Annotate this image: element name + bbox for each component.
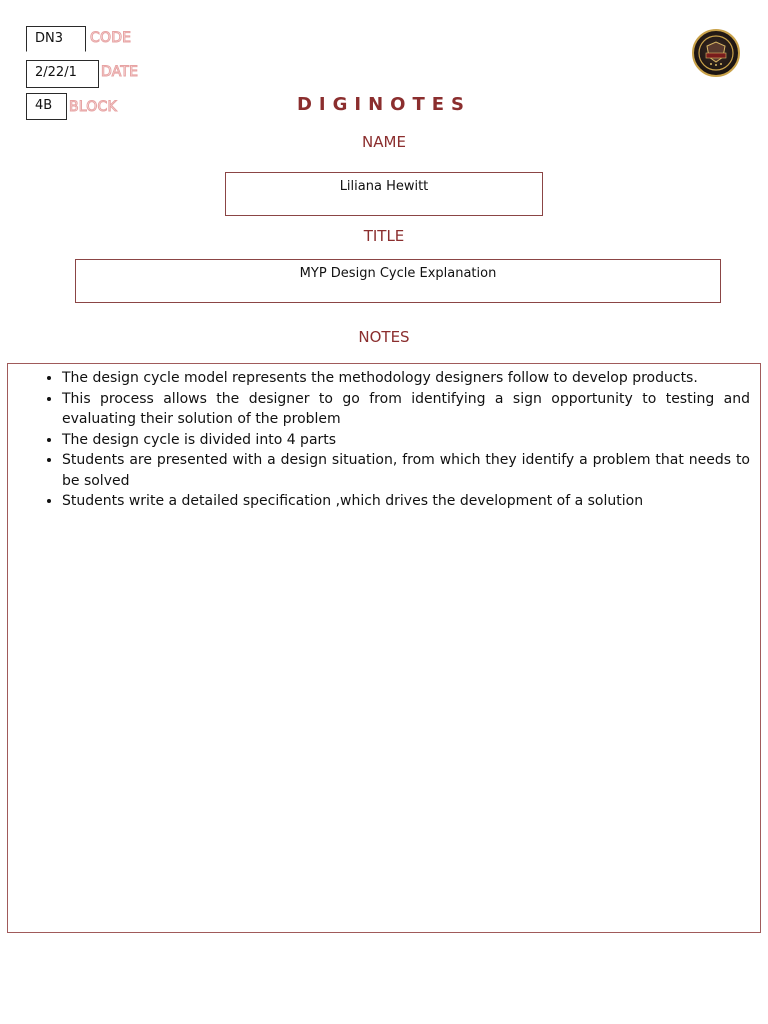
block-label: BLOCK [69, 99, 117, 115]
notes-list [18, 368, 750, 512]
school-crest-logo-icon [692, 29, 740, 77]
date-value: 2/22/1 [35, 65, 77, 80]
notes-item: • The design cycle is divided into 4 parts [62, 430, 750, 451]
school-crest-logo-icon-svg [694, 31, 738, 75]
notes-item: • Students write a detailed specification ,which drives the development of a solution [62, 491, 750, 512]
code-field[interactable] [26, 26, 86, 52]
title-field[interactable] [75, 259, 721, 303]
notes-item: • Students are presented with a design situation, from which they identify a problem that needs to be solved [62, 450, 750, 491]
date-label: DATE [101, 64, 139, 80]
notes-heading: NOTES [358, 328, 410, 346]
name-field[interactable] [225, 172, 543, 216]
notes-item: • The design cycle model represents the methodology designers follow to develop products. [62, 368, 750, 389]
code-label: CODE [90, 30, 132, 46]
notes-area[interactable] [7, 363, 761, 933]
notes-item: • This process allows the designer to go from identifying a sign opportunity to testing and evaluating their solution of the problem [62, 389, 750, 430]
block-value: 4B [35, 98, 53, 113]
title-heading: TITLE [363, 227, 405, 245]
date-field[interactable] [26, 60, 99, 88]
name-heading: NAME [362, 133, 406, 151]
name-value: Liliana Hewitt [339, 179, 429, 194]
code-value: DN3 [35, 31, 64, 46]
title-value: MYP Design Cycle Explanation [299, 266, 497, 281]
page-title: DIGINOTES [296, 94, 471, 115]
